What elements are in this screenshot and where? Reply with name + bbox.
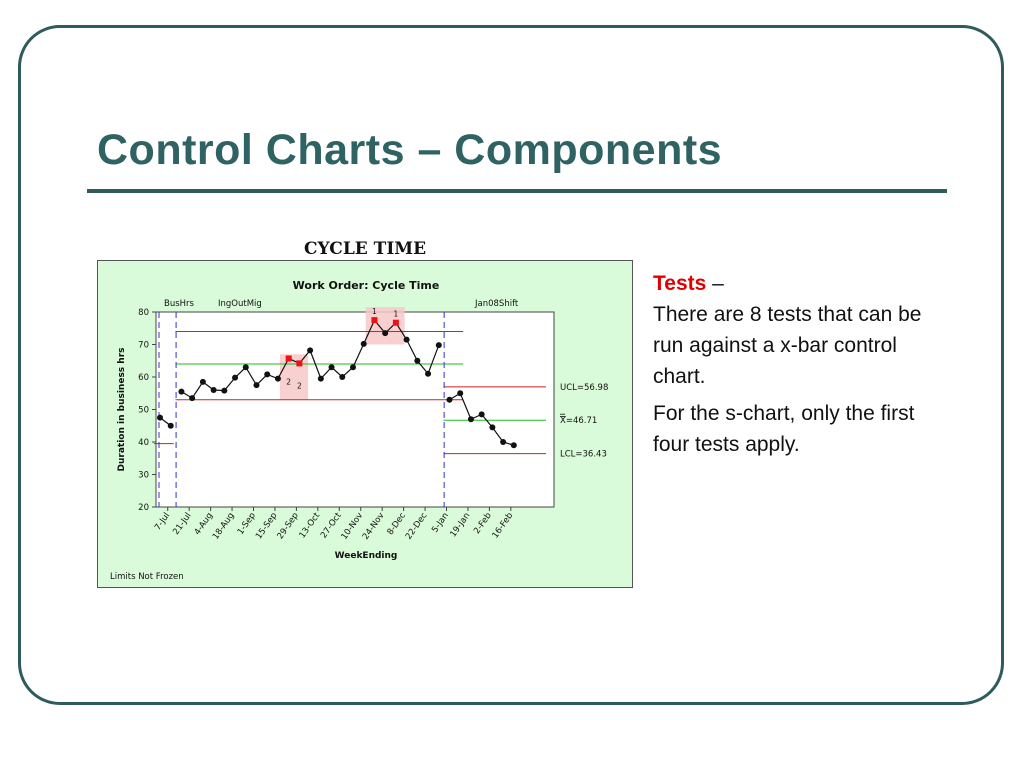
- tests-heading-line: [653, 268, 953, 392]
- data-point: [264, 371, 270, 377]
- data-point: [318, 376, 324, 382]
- tests-label: Tests: [653, 272, 707, 295]
- data-point: [254, 382, 260, 388]
- data-point: [243, 364, 249, 370]
- flag-test-label: 2: [286, 377, 292, 387]
- flagged-point: [286, 355, 292, 361]
- data-point: [157, 415, 163, 421]
- chart-heading: CYCLE TIME: [303, 239, 427, 259]
- x-tick-label: 19-Jan: [448, 510, 473, 540]
- tests-paragraph-1: There are 8 tests that can be run against a x-bar control chart.: [653, 303, 922, 388]
- x-tick-label: 21-Jul: [171, 510, 194, 537]
- y-tick-label: 20: [138, 503, 149, 513]
- data-point: [339, 374, 345, 380]
- x-tick-label: 27-Oct: [319, 510, 344, 541]
- slide-title: Control Charts – Components: [97, 126, 723, 174]
- data-point: [200, 379, 206, 385]
- control-chart: [97, 260, 633, 588]
- title-divider: [87, 189, 947, 193]
- x-tick-label: 29-Sep: [275, 510, 301, 542]
- flag-test-label: 1: [372, 307, 377, 317]
- data-point: [168, 423, 174, 429]
- plot-area: [156, 309, 554, 507]
- tests-description: [653, 268, 953, 466]
- data-point: [425, 371, 431, 377]
- phase-label-2: Jan08Shift: [475, 299, 519, 309]
- data-point: [221, 388, 227, 394]
- data-point: [447, 397, 453, 403]
- x-tick-label: 5-Jan: [430, 510, 451, 535]
- x-tick-label: 13-Oct: [297, 510, 323, 541]
- x-tick-label: 10-Nov: [339, 510, 366, 542]
- tests-dash: –: [706, 272, 724, 295]
- x-tick-label: 2-Feb: [472, 510, 494, 536]
- data-point: [232, 375, 238, 381]
- data-point: [361, 341, 367, 347]
- data-point: [211, 387, 217, 393]
- flag-test-label: 2: [296, 381, 302, 391]
- data-point: [275, 376, 281, 382]
- tests-paragraph-2: For the s-chart, only the first four tests apply.: [653, 402, 915, 456]
- y-tick-label: 30: [138, 470, 149, 481]
- data-point: [178, 389, 184, 395]
- data-point: [350, 364, 356, 370]
- phase-label-0: BusHrs: [164, 299, 194, 309]
- control-chart-svg: [98, 261, 634, 589]
- data-point: [404, 337, 410, 343]
- y-tick-label: 70: [138, 340, 149, 351]
- data-point: [382, 330, 388, 336]
- data-point: [457, 390, 463, 396]
- x-tick-label: 7-Jul: [152, 510, 173, 533]
- data-point: [189, 395, 195, 401]
- y-tick-label: 80: [138, 308, 149, 318]
- flagged-point: [371, 317, 377, 323]
- data-point: [468, 416, 474, 422]
- x-tick-label: 8-Dec: [385, 510, 409, 538]
- x-tick-label: 1-Sep: [235, 510, 258, 537]
- data-point: [479, 411, 485, 417]
- data-point: [500, 439, 506, 445]
- center-label: X=46.71: [560, 416, 598, 427]
- data-point: [511, 442, 517, 448]
- y-axis-title: Duration in business hrs: [117, 347, 127, 472]
- flag-test-label: 1: [393, 309, 399, 319]
- x-tick-label: 16-Feb: [490, 510, 516, 541]
- x-tick-label: 15-Sep: [254, 510, 280, 542]
- lcl-label: LCL=36.43: [560, 449, 607, 460]
- data-point: [489, 424, 495, 430]
- data-point: [307, 347, 313, 353]
- y-tick-label: 50: [138, 405, 149, 416]
- chart-footnote: Limits Not Frozen: [110, 572, 184, 582]
- flagged-point: [393, 320, 399, 326]
- y-tick-label: 40: [138, 438, 149, 448]
- x-tick-label: 4-Aug: [192, 510, 216, 538]
- data-point: [414, 358, 420, 364]
- phase-label-1: IngOutMig: [218, 299, 262, 309]
- data-point: [436, 342, 442, 348]
- flagged-point: [296, 360, 302, 366]
- data-point: [329, 364, 335, 370]
- x-tick-label: 18-Aug: [210, 510, 237, 542]
- ucl-label: UCL=56.98: [560, 382, 609, 393]
- x-tick-label: 24-Nov: [360, 510, 387, 542]
- y-tick-label: 60: [138, 373, 149, 383]
- x-axis-title: WeekEnding: [334, 551, 398, 561]
- chart-title: Work Order: Cycle Time: [292, 279, 440, 292]
- x-tick-label: 22-Dec: [403, 510, 430, 542]
